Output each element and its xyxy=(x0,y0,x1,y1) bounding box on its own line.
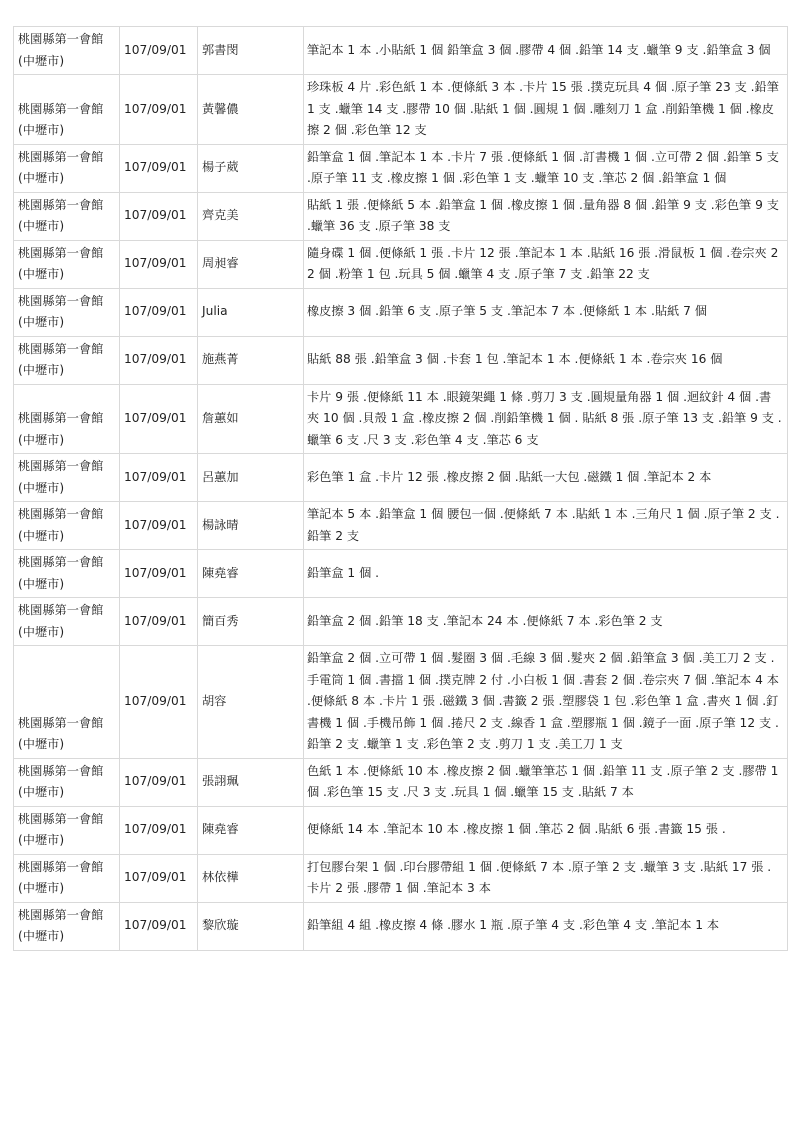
date-cell: 107/09/01 xyxy=(120,854,198,902)
table-row xyxy=(14,502,788,550)
items-cell: 鉛筆盒 1 個 . xyxy=(304,550,788,598)
donor-name-cell: 郭書閔 xyxy=(198,27,304,75)
date-cell: 107/09/01 xyxy=(120,454,198,502)
place-cell: 桃園縣第一會館(中壢市) xyxy=(14,550,120,598)
table-row xyxy=(14,144,788,192)
table-row xyxy=(14,806,788,854)
place-cell: 桃園縣第一會館(中壢市) xyxy=(14,646,120,759)
donor-name-cell: 陳堯睿 xyxy=(198,550,304,598)
items-cell: 便條紙 14 本 .筆記本 10 本 .橡皮擦 1 個 .筆芯 2 個 .貼紙 6 張 .書籤 15 張 . xyxy=(304,806,788,854)
document-page xyxy=(13,26,787,951)
donor-name-cell: 張詡珮 xyxy=(198,758,304,806)
place-cell: 桃園縣第一會館(中壢市) xyxy=(14,806,120,854)
place-cell: 桃園縣第一會館(中壢市) xyxy=(14,902,120,950)
table-row xyxy=(14,75,788,145)
table-row xyxy=(14,646,788,759)
date-cell: 107/09/01 xyxy=(120,192,198,240)
donation-table xyxy=(13,26,788,951)
place-cell: 桃園縣第一會館(中壢市) xyxy=(14,336,120,384)
place-cell: 桃園縣第一會館(中壢市) xyxy=(14,288,120,336)
items-cell: 鉛筆盒 2 個 .鉛筆 18 支 .筆記本 24 本 .便條紙 7 本 .彩色筆 2 支 xyxy=(304,598,788,646)
items-cell: 鉛筆盒 2 個 .立可帶 1 個 .髮圈 3 個 .毛線 3 個 .髮夾 2 個 .鉛筆盒 3 個 .美工刀 2 支 .手電筒 1 個 .書擋 1 個 .撲克牌 2 付 .小白板 1 個 .書套 2 個 .卷宗夾 7 個 .筆記本 4 本 .便條紙 8 本 .卡片 1 張 .磁鐵 3 個 .書籤 2 張 .塑膠袋 1 包 .彩色筆 1 盒 .書夾 1 個 .釘書機 1 個 .手機吊飾 1 個 .捲尺 2 支 .線香 1 盒 .塑膠瓶 1 個 .鏡子一面 .原子筆 12 支 .鉛筆 2 支 .蠟筆 1 支 .彩色筆 2 支 .剪刀 1 支 .美工刀 1 支 xyxy=(304,646,788,759)
table-body xyxy=(14,27,788,951)
items-cell: 色紙 1 本 .便條紙 10 本 .橡皮擦 2 個 .蠟筆筆芯 1 個 .鉛筆 11 支 .原子筆 2 支 .膠帶 1 個 .彩色筆 15 支 .尺 3 支 .玩具 1 個 .蠟筆 15 支 .貼紙 7 本 xyxy=(304,758,788,806)
donor-name-cell: 呂蕙加 xyxy=(198,454,304,502)
donor-name-cell: Julia xyxy=(198,288,304,336)
date-cell: 107/09/01 xyxy=(120,550,198,598)
place-cell: 桃園縣第一會館(中壢市) xyxy=(14,192,120,240)
items-cell: 鉛筆組 4 組 .橡皮擦 4 條 .膠水 1 瓶 .原子筆 4 支 .彩色筆 4 支 .筆記本 1 本 xyxy=(304,902,788,950)
items-cell: 卡片 9 張 .便條紙 11 本 .眼鏡架繩 1 條 .剪刀 3 支 .圓規量角器 1 個 .迴紋針 4 個 .書夾 10 個 .貝殼 1 盒 .橡皮擦 2 個 .削鉛筆機 1 個 . 貼紙 8 張 .原子筆 13 支 .鉛筆 9 支 .蠟筆 6 支 .尺 3 支 .彩色筆 4 支 .筆芯 6 支 xyxy=(304,384,788,454)
place-cell: 桃園縣第一會館(中壢市) xyxy=(14,75,120,145)
date-cell: 107/09/01 xyxy=(120,240,198,288)
items-cell: 筆記本 1 本 .小貼紙 1 個 鉛筆盒 3 個 .膠帶 4 個 .鉛筆 14 支 .蠟筆 9 支 .鉛筆盒 3 個 xyxy=(304,27,788,75)
date-cell: 107/09/01 xyxy=(120,646,198,759)
table-row xyxy=(14,27,788,75)
place-cell: 桃園縣第一會館(中壢市) xyxy=(14,854,120,902)
donor-name-cell: 簡百秀 xyxy=(198,598,304,646)
items-cell: 彩色筆 1 盒 .卡片 12 張 .橡皮擦 2 個 .貼紙一大包 .磁鐵 1 個 .筆記本 2 本 xyxy=(304,454,788,502)
table-row xyxy=(14,454,788,502)
table-row xyxy=(14,758,788,806)
donor-name-cell: 楊詠晴 xyxy=(198,502,304,550)
place-cell: 桃園縣第一會館(中壢市) xyxy=(14,502,120,550)
date-cell: 107/09/01 xyxy=(120,27,198,75)
table-row xyxy=(14,854,788,902)
place-cell: 桃園縣第一會館(中壢市) xyxy=(14,598,120,646)
date-cell: 107/09/01 xyxy=(120,902,198,950)
table-row xyxy=(14,550,788,598)
place-cell: 桃園縣第一會館(中壢市) xyxy=(14,384,120,454)
place-cell: 桃園縣第一會館(中壢市) xyxy=(14,240,120,288)
date-cell: 107/09/01 xyxy=(120,336,198,384)
date-cell: 107/09/01 xyxy=(120,384,198,454)
items-cell: 打包膠台架 1 個 .印台膠帶組 1 個 .便條紙 7 本 .原子筆 2 支 .蠟筆 3 支 .貼紙 17 張 .卡片 2 張 .膠帶 1 個 .筆記本 3 本 xyxy=(304,854,788,902)
items-cell: 珍珠板 4 片 .彩色紙 1 本 .便條紙 3 本 .卡片 15 張 .撲克玩具 4 個 .原子筆 23 支 .鉛筆 1 支 .蠟筆 14 支 .膠帶 10 個 .貼紙 1 個 .圓規 1 個 .雕刻刀 1 盒 .削鉛筆機 1 個 .橡皮擦 2 個 .彩色筆 12 支 xyxy=(304,75,788,145)
place-cell: 桃園縣第一會館(中壢市) xyxy=(14,27,120,75)
donor-name-cell: 黃馨儂 xyxy=(198,75,304,145)
date-cell: 107/09/01 xyxy=(120,758,198,806)
items-cell: 鉛筆盒 1 個 .筆記本 1 本 .卡片 7 張 .便條紙 1 個 .訂書機 1 個 .立可帶 2 個 .鉛筆 5 支 .原子筆 11 支 .橡皮擦 1 個 .彩色筆 1 支 .蠟筆 10 支 .筆芯 2 個 .鉛筆盒 1 個 xyxy=(304,144,788,192)
items-cell: 橡皮擦 3 個 .鉛筆 6 支 .原子筆 5 支 .筆記本 7 本 .便條紙 1 本 .貼紙 7 個 xyxy=(304,288,788,336)
items-cell: 貼紙 1 張 .便條紙 5 本 .鉛筆盒 1 個 .橡皮擦 1 個 .量角器 8 個 .鉛筆 9 支 .彩色筆 9 支 .蠟筆 36 支 .原子筆 38 支 xyxy=(304,192,788,240)
donor-name-cell: 胡容 xyxy=(198,646,304,759)
items-cell: 隨身碟 1 個 .便條紙 1 張 .卡片 12 張 .筆記本 1 本 .貼紙 16 張 .滑鼠板 1 個 .卷宗夾 22 個 .粉筆 1 包 .玩具 5 個 .蠟筆 4 支 .原子筆 7 支 .鉛筆 22 支 xyxy=(304,240,788,288)
donor-name-cell: 陳堯睿 xyxy=(198,806,304,854)
donor-name-cell: 黎欣璇 xyxy=(198,902,304,950)
table-row xyxy=(14,902,788,950)
table-row xyxy=(14,336,788,384)
table-row xyxy=(14,384,788,454)
items-cell: 貼紙 88 張 .鉛筆盒 3 個 .卡套 1 包 .筆記本 1 本 .便條紙 1 本 .卷宗夾 16 個 xyxy=(304,336,788,384)
date-cell: 107/09/01 xyxy=(120,806,198,854)
donor-name-cell: 詹蕙如 xyxy=(198,384,304,454)
table-row xyxy=(14,288,788,336)
donor-name-cell: 楊子葳 xyxy=(198,144,304,192)
donor-name-cell: 施燕菁 xyxy=(198,336,304,384)
date-cell: 107/09/01 xyxy=(120,144,198,192)
donor-name-cell: 周昶睿 xyxy=(198,240,304,288)
donor-name-cell: 齊克美 xyxy=(198,192,304,240)
place-cell: 桃園縣第一會館(中壢市) xyxy=(14,144,120,192)
items-cell: 筆記本 5 本 .鉛筆盒 1 個 腰包一個 .便條紙 7 本 .貼紙 1 本 .三角尺 1 個 .原子筆 2 支 .鉛筆 2 支 xyxy=(304,502,788,550)
date-cell: 107/09/01 xyxy=(120,502,198,550)
date-cell: 107/09/01 xyxy=(120,288,198,336)
table-row xyxy=(14,240,788,288)
place-cell: 桃園縣第一會館(中壢市) xyxy=(14,454,120,502)
place-cell: 桃園縣第一會館(中壢市) xyxy=(14,758,120,806)
donor-name-cell: 林依樺 xyxy=(198,854,304,902)
table-row xyxy=(14,192,788,240)
table-row xyxy=(14,598,788,646)
date-cell: 107/09/01 xyxy=(120,598,198,646)
date-cell: 107/09/01 xyxy=(120,75,198,145)
